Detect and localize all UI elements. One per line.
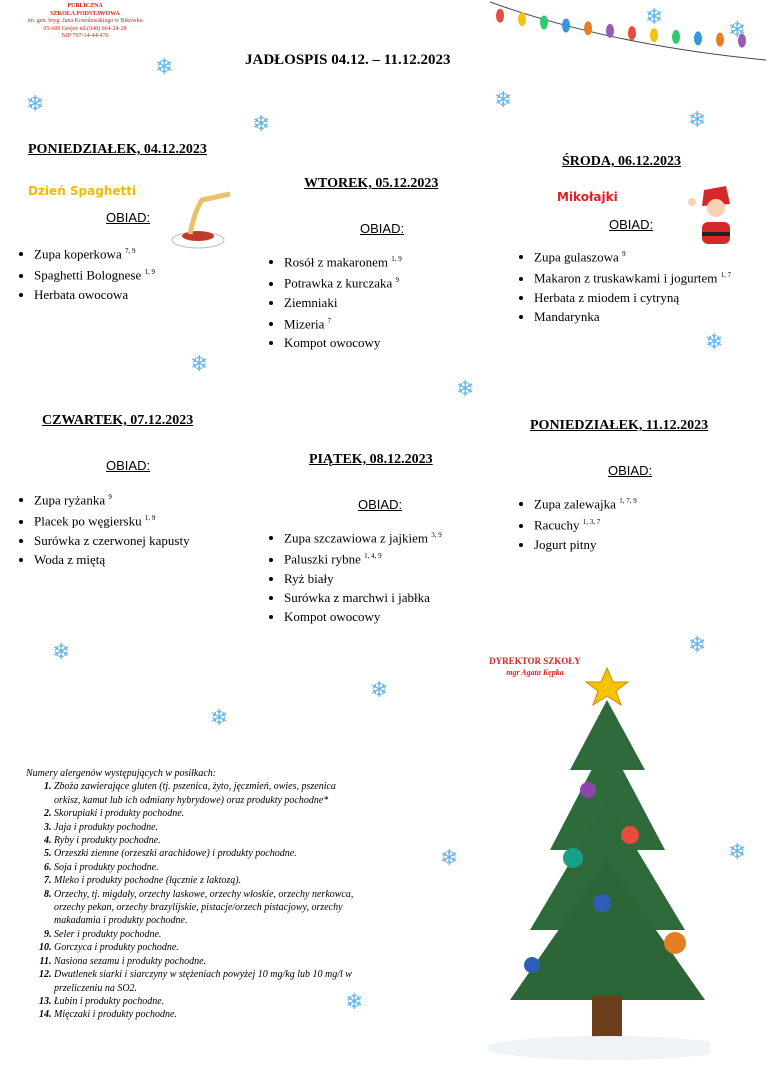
allergen-item: 4. Ryby i produkty pochodne. — [54, 834, 356, 847]
christmas-tree-icon — [470, 660, 710, 1080]
special-day: Dzień Spaghetti — [28, 184, 137, 198]
light-bulb — [606, 24, 614, 38]
menu-item — [284, 250, 402, 271]
allergen-numbers: 1, 9 — [144, 514, 156, 523]
allergen-numbers: 1, 9 — [144, 268, 155, 277]
dish-name: Surówka z czerwonej kapusty — [34, 532, 190, 548]
day-heading: ŚRODA, 06.12.2023 — [562, 154, 682, 169]
snowflake-icon: ❄ — [440, 846, 459, 871]
dish-name: Zupa gulaszowa — [534, 249, 623, 265]
allergen-list — [26, 767, 356, 1022]
light-bulb — [562, 19, 570, 33]
allergen-numbers: 1, 9 — [391, 255, 402, 263]
day-monday-2 — [530, 418, 708, 478]
allergen-item: 11. Nasiona sezamu i produkty pochodne. — [54, 955, 356, 968]
director-name: mgr Agata Kępka — [506, 668, 564, 677]
day-thursday — [42, 413, 193, 473]
snowflake-icon: ❄ — [52, 640, 71, 665]
allergen-item: 14. Mięczaki i produkty pochodne. — [54, 1008, 356, 1021]
dish-name: Kompot owocowy — [284, 334, 381, 350]
allergen-item: 7. Mleko i produkty pochodne (łącznie z laktozą). — [54, 874, 356, 887]
menu-item — [534, 492, 637, 513]
snowflake-icon: ❄ — [688, 633, 707, 658]
allergen-numbers: 9 — [395, 276, 400, 285]
menu-item — [284, 293, 402, 312]
menu-item — [534, 288, 731, 307]
menu-item — [284, 607, 442, 626]
snowflake-icon: ❄ — [345, 990, 364, 1015]
menu-list-2 — [508, 245, 731, 326]
dish-name: Makaron z truskawkami i jogurtem — [534, 270, 721, 286]
snowflake-icon: ❄ — [155, 55, 174, 80]
menu-item — [284, 526, 442, 547]
special-day: Mikołajki — [557, 190, 618, 204]
allergen-numbers: 1, 4, 9 — [364, 552, 382, 561]
day-friday — [309, 452, 433, 512]
snowflake-icon: ❄ — [688, 108, 707, 133]
day-tuesday — [304, 176, 438, 236]
dish-name: Zupa szczawiowa z jajkiem — [284, 530, 432, 546]
christmas-lights-icon — [490, 0, 766, 70]
menu-item — [284, 569, 442, 588]
dish-name: Surówka z marchwi i jabłka — [284, 589, 430, 605]
light-bulb — [716, 33, 724, 47]
allergen-item: 12. Dwutlenek siarki i siarczyny w stężeniach powyżej 10 mg/kg lub 10 mg/l w przeliczeniu na SO2. — [54, 968, 356, 995]
page-title: JADŁOSPIS 04.12. – 11.12.2023 — [245, 52, 451, 68]
obiad-label: OBIAD: — [608, 463, 653, 478]
menu-list-4 — [258, 526, 442, 626]
spaghetti-icon — [170, 190, 240, 252]
light-bulb — [518, 12, 526, 26]
menu-item — [534, 513, 637, 534]
snowflake-icon: ❄ — [494, 88, 513, 113]
allergen-item: 2. Skorupiaki i produkty pochodne. — [54, 807, 356, 820]
dish-name: Kompot owocowy — [284, 608, 381, 624]
menu-item — [34, 263, 155, 284]
snowflake-icon: ❄ — [645, 5, 664, 30]
allergen-heading: Numery alergenów występujących w posiłkach: — [26, 768, 217, 779]
allergen-numbers: 3, 9 — [431, 531, 442, 539]
menu-list-0 — [8, 242, 155, 304]
allergen-numbers: 9 — [622, 250, 626, 258]
school-header — [0, 3, 170, 41]
menu-item — [34, 550, 190, 569]
snowflake-icon: ❄ — [210, 706, 229, 731]
allergen-item: 13. Łubin i produkty pochodne. — [54, 995, 356, 1008]
dish-name: Racuchy — [534, 517, 583, 533]
school-line: im. gen. bryg. Jana Kowalewskiego w Bikówku — [27, 18, 143, 24]
menu-item — [34, 242, 155, 263]
dish-name: Zupa zalewajka — [534, 496, 620, 512]
light-bulb — [672, 30, 680, 44]
dish-name: Ziemniaki — [284, 294, 338, 310]
dish-name: Herbata owocowa — [34, 286, 129, 302]
allergen-numbers: 1, 7 — [720, 271, 732, 280]
day-wednesday — [562, 154, 681, 170]
allergen-item: 5. Orzeszki ziemne (orzeszki arachidowe) i produkty pochodne. — [54, 847, 356, 860]
director-title: DYREKTOR SZKOŁY — [489, 656, 581, 666]
dish-name: Placek po węgiersku — [34, 513, 145, 529]
light-bulb — [584, 21, 592, 35]
obiad-label: OBIAD: — [360, 221, 405, 236]
allergen-numbers: 9 — [108, 493, 112, 501]
obiad-label: OBIAD: — [106, 458, 151, 473]
dish-name: Paluszki rybne — [284, 551, 365, 567]
snowflake-icon: ❄ — [728, 18, 747, 43]
light-bulb — [496, 9, 504, 23]
school-line: NIP 797-14-44-476 — [61, 33, 109, 39]
obiad-label: OBIAD: — [609, 217, 654, 232]
obiad-label: OBIAD: — [358, 497, 403, 512]
dish-name: Potrawka z kurczaka — [284, 275, 396, 291]
menu-list-3 — [8, 488, 190, 569]
snowflake-icon: ❄ — [370, 678, 389, 703]
menu-item — [34, 531, 190, 550]
dish-name: Woda z miętą — [34, 551, 106, 567]
dish-name: Zupa koperkowa — [34, 246, 125, 262]
day-heading: PIĄTEK, 08.12.2023 — [309, 452, 433, 467]
obiad-label: OBIAD: — [106, 210, 151, 225]
menu-item — [534, 307, 731, 326]
menu-item — [534, 266, 731, 287]
dish-name: Spaghetti Bolognese — [34, 267, 145, 283]
menu-list-5 — [508, 492, 637, 554]
menu-item — [34, 285, 155, 304]
dish-name: Herbata z miodem i cytryną — [534, 289, 680, 305]
dish-name: Ryż biały — [284, 570, 334, 586]
menu-item — [284, 588, 442, 607]
light-bulb — [628, 26, 636, 40]
dish-name: Jogurt pitny — [534, 536, 597, 552]
allergen-numbers: 1, 7, 9 — [619, 497, 637, 505]
menu-item — [284, 547, 442, 568]
dish-name: Rosół z makaronem — [284, 254, 392, 270]
day-heading: PONIEDZIAŁEK, 11.12.2023 — [530, 418, 709, 433]
menu-item — [534, 535, 637, 554]
school-line: 05-600 Grójec tel.(048) 664-24-28 — [43, 25, 127, 32]
light-bulb — [650, 28, 658, 42]
snowflake-icon: ❄ — [705, 330, 724, 355]
allergen-item: 1. Zboża zawierające gluten (tj. pszenica, żyto, jęczmień, owies, pszenica orkisz, kamut lub ich odmiany hybrydowe) oraz produkty pochodne* — [54, 780, 356, 807]
menu-item — [284, 333, 402, 352]
menu-list-1 — [258, 250, 402, 352]
allergen-item: 3. Jaja i produkty pochodne. — [54, 821, 356, 834]
school-line: PUBLICZNA — [67, 3, 103, 9]
allergen-item: 10. Gorczyca i produkty pochodne. — [54, 941, 356, 954]
menu-item — [34, 509, 190, 530]
menu-item — [284, 271, 402, 292]
snowflake-icon: ❄ — [728, 840, 747, 865]
menu-item — [284, 312, 402, 333]
dish-name: Mizeria — [284, 315, 328, 331]
dish-name: Mandarynka — [534, 308, 600, 324]
light-bulb — [694, 31, 702, 45]
allergen-numbers: 7, 9 — [124, 247, 136, 255]
dish-name: Zupa ryżanka — [34, 492, 109, 508]
snowflake-icon: ❄ — [190, 352, 209, 377]
santa-icon — [686, 182, 746, 250]
school-line: SZKOŁA PODSTAWOWA — [50, 10, 120, 17]
light-bulb — [540, 15, 548, 29]
allergen-item: 8. Orzechy, tj. migdały, orzechy laskowe, orzechy włoskie, orzechy nerkowca, orzechy pekan, orzechy brazylijskie, pistacje/orzech pistacjowy, orzechy makadamia i produkty pochodne. — [54, 888, 356, 928]
allergen-item: 6. Soja i produkty pochodne. — [54, 861, 356, 874]
snowflake-icon: ❄ — [456, 377, 475, 402]
snowflake-icon: ❄ — [26, 92, 45, 117]
allergen-numbers: 1, 3, 7 — [582, 518, 601, 527]
day-heading: WTOREK, 05.12.2023 — [304, 176, 439, 191]
snowflake-icon: ❄ — [252, 112, 271, 137]
day-heading: CZWARTEK, 07.12.2023 — [42, 413, 194, 428]
allergen-items — [26, 780, 356, 1021]
allergen-item: 9. Seler i produkty pochodne. — [54, 928, 356, 941]
menu-item — [34, 488, 190, 509]
day-heading: PONIEDZIAŁEK, 04.12.2023 — [28, 142, 207, 157]
allergen-numbers: 7 — [327, 316, 332, 325]
